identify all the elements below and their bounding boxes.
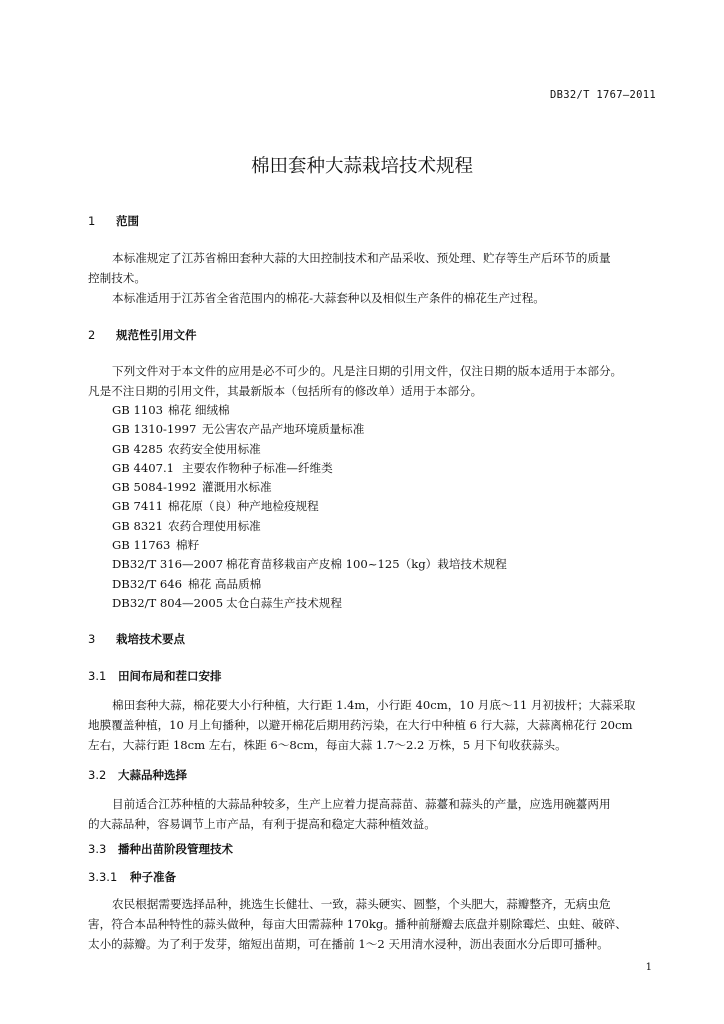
paragraph-line: 农民根据需要选择品种，挑选生长健壮、一致，蒜头硬实、圆整，个头肥大，蒜瓣整齐，无病虫危: [112, 897, 611, 911]
document-code: DB32/T 1767—2011: [550, 89, 656, 101]
section-2-heading: [88, 327, 197, 343]
section-number: 3.1: [88, 669, 107, 683]
section-number: 3.3.1: [88, 870, 118, 884]
section-number: 3.3: [88, 842, 107, 856]
paragraph-line: 地膜覆盖种植，10 月上旬播种，以避开棉花后期用药污染，在大行中种植 6 行大蒜，大蒜离棉花行 20cm: [88, 718, 633, 732]
reference-code: GB 5084-1992: [112, 480, 197, 495]
reference-code: GB 8321: [112, 518, 163, 533]
reference-name: 无公害农产品产地环境质量标准: [202, 422, 365, 437]
reference-name: 棉花育苗移栽亩产皮棉 100~125（kg）栽培技术规程: [226, 557, 507, 572]
paragraph-line: 的大蒜品种，容易调节上市产品，有利于提高和稳定大蒜种植效益。: [88, 817, 436, 831]
paragraph-line: 本标准适用于江苏省全省范围内的棉花-大蒜套种以及相似生产条件的棉花生产过程。: [112, 291, 545, 305]
reference-list: [112, 401, 507, 613]
reference-item: [112, 459, 507, 478]
section-3-1-heading: [88, 668, 222, 684]
section-title: 田间布局和茬口安排: [118, 669, 222, 683]
reference-code: DB32/T 316—2007: [112, 557, 224, 572]
reference-item: [112, 536, 507, 555]
reference-name: 棉籽: [176, 538, 200, 553]
section-3-heading: [88, 631, 185, 647]
section-title: 播种出苗阶段管理技术: [118, 842, 233, 856]
section-title: 规范性引用文件: [116, 328, 197, 342]
section-title: 范围: [116, 214, 139, 228]
document-title: 棉田套种大蒜栽培技术规程: [250, 156, 473, 177]
reference-item: [112, 440, 507, 459]
reference-code: GB 4407.1: [112, 460, 175, 475]
section-title: 大蒜品种选择: [118, 768, 187, 782]
section-3-2-body: [88, 794, 656, 834]
reference-code: GB 11763: [112, 538, 171, 553]
reference-name: 农药安全使用标准: [168, 441, 261, 456]
paragraph-line: 左右，大蒜行距 18cm 左右，株距 6～8cm，每亩大蒜 1.7～2.2 万株，5 月下旬收获蒜头。: [88, 738, 567, 752]
section-1-heading: [88, 213, 139, 229]
page-number: 1: [645, 962, 652, 973]
section-3-1-body: [88, 695, 656, 755]
section-2-body: [88, 361, 656, 401]
paragraph-line: 控制技术。: [88, 271, 146, 285]
section-title: 栽培技术要点: [116, 632, 185, 646]
reference-item: [112, 401, 507, 420]
reference-item: [112, 555, 507, 574]
reference-item: [112, 478, 507, 497]
section-number: 2: [88, 328, 96, 342]
section-number: 3.2: [88, 768, 107, 782]
reference-code: GB 1310-1997: [112, 422, 197, 437]
reference-item: [112, 575, 507, 594]
section-3-3-1-body: [88, 894, 656, 954]
section-3-3-1-heading: [88, 869, 176, 885]
reference-code: DB32/T 804—2005: [112, 595, 224, 610]
paragraph-line: 害，符合本品种特性的蒜头做种，每亩大田需蒜种 170kg。播种前掰瓣去底盘并剔除霉烂、虫蛀、破碎、: [88, 917, 627, 931]
reference-code: GB 4285: [112, 441, 163, 456]
section-number: 1: [88, 214, 96, 228]
reference-name: 太仓白蒜生产技术规程: [226, 595, 342, 610]
paragraph-line: 凡是不注日期的引用文件，其最新版本（包括所有的修改单）适用于本部分。: [88, 384, 483, 398]
reference-name: 灌溉用水标准: [202, 480, 272, 495]
section-3-2-heading: [88, 767, 187, 783]
section-number: 3: [88, 632, 96, 646]
reference-item: [112, 517, 507, 536]
paragraph-line: 太小的蒜瓣。为了利于发芽，缩短出苗期，可在播前 1～2 天用清水浸种，沥出表面水分后即可播种。: [88, 937, 609, 951]
paragraph-line: 目前适合江苏种植的大蒜品种较多，生产上应着力提高蒜苗、蒜薹和蒜头的产量，应选用碗薹两用: [112, 797, 611, 811]
reference-name: 棉花原（良）种产地检疫规程: [168, 499, 319, 514]
reference-name: 主要农作物种子标准—纤维类: [182, 460, 333, 475]
section-1-body: [88, 248, 656, 308]
reference-item: [112, 594, 507, 613]
section-title: 种子准备: [130, 870, 176, 884]
paragraph-line: 下列文件对于本文件的应用是必不可少的。凡是注日期的引用文件，仅注日期的版本适用于本部分。: [112, 364, 623, 378]
section-3-3-heading: [88, 841, 233, 857]
reference-name: 棉花 高品质棉: [188, 576, 262, 591]
paragraph-line: 本标准规定了江苏省棉田套种大蒜的大田控制技术和产品采收、预处理、贮存等生产后环节的质量: [112, 251, 611, 265]
reference-item: [112, 497, 507, 516]
reference-code: GB 1103: [112, 403, 163, 417]
reference-item: [112, 420, 507, 439]
reference-name: 农药合理使用标准: [168, 518, 261, 533]
reference-code: GB 7411: [112, 499, 163, 514]
paragraph-line: 棉田套种大蒜，棉花要大小行种植，大行距 1.4m，小行距 40cm，10 月底～11 月初拔杆；大蒜采取: [112, 698, 636, 712]
reference-code: DB32/T 646: [112, 576, 183, 591]
reference-name: 棉花 细绒棉: [168, 403, 230, 417]
